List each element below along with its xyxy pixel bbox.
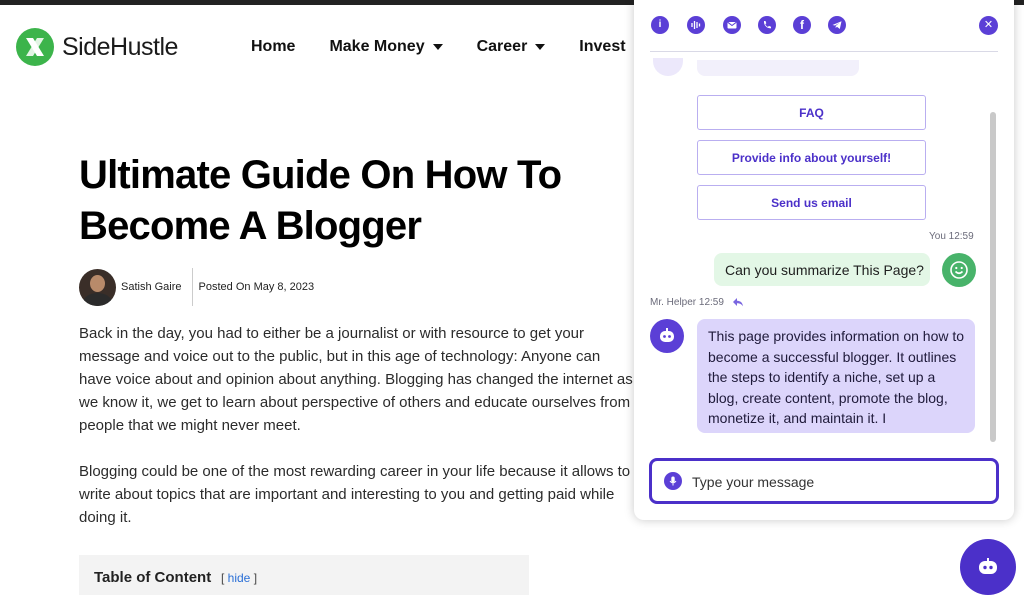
main-nav: [251, 38, 660, 56]
info-icon[interactable]: i: [651, 16, 669, 34]
user-message-text: Can you summarize This Page?: [725, 261, 924, 278]
author-avatar[interactable]: [79, 269, 116, 306]
nav-item-make-money[interactable]: [329, 38, 442, 56]
chat-scrollbar-thumb[interactable]: [990, 112, 996, 442]
phone-icon[interactable]: [758, 16, 776, 34]
bot-avatar-icon: [650, 319, 684, 353]
chat-widget: [634, 0, 1014, 520]
chat-input-box[interactable]: [649, 458, 999, 504]
nav-item-label: Invest: [579, 38, 626, 55]
option-send-email-button[interactable]: Send us email: [697, 185, 926, 220]
header-divider: [650, 51, 998, 52]
bot-message-meta: [650, 296, 745, 308]
caret-down-icon: [535, 44, 545, 50]
logo-text: SideHustle: [62, 32, 178, 61]
byline-divider: [192, 268, 193, 306]
toc-hide-link[interactable]: hide: [227, 571, 251, 585]
toc-toggle: [ hide ]: [221, 571, 258, 585]
article-title: Ultimate Guide On How To Become A Blogger: [79, 153, 562, 248]
reply-icon[interactable]: [731, 296, 745, 308]
nav-item-label: Career: [476, 38, 528, 55]
bot-meta-text: Mr. Helper 12:59: [650, 296, 724, 308]
facebook-icon[interactable]: f: [793, 16, 811, 34]
user-avatar-smiley-icon: [942, 253, 976, 287]
bot-message-bubble: [697, 319, 975, 433]
chat-launcher-button[interactable]: [960, 539, 1016, 595]
message-input[interactable]: [690, 467, 984, 497]
chat-header: [634, 0, 1014, 52]
chatbot-icon: [976, 557, 1000, 577]
message-bubble-partial: [697, 60, 859, 76]
nav-item-label: Make Money: [329, 38, 425, 55]
site-logo[interactable]: [16, 28, 178, 66]
user-message-bubble: [714, 253, 930, 286]
email-icon[interactable]: [723, 16, 741, 34]
article-paragraph-2: Blogging could be one of the most rewarding career in your life because it allows to write about topics that are important and interesting to you and getting paid while doing it.: [79, 463, 631, 526]
option-provide-info-button[interactable]: Provide info about yourself!: [697, 140, 926, 175]
voice-icon[interactable]: [687, 16, 705, 34]
nav-item-invest[interactable]: [579, 38, 625, 56]
nav-item-label: Home: [251, 38, 296, 55]
post-date: Posted On May 8, 2023: [198, 281, 315, 293]
logo-mark-icon: [16, 28, 54, 66]
bot-avatar-partial: [653, 58, 683, 76]
byline: [79, 268, 314, 306]
option-faq-button[interactable]: FAQ: [697, 95, 926, 130]
toc-title: Table of Content: [94, 569, 212, 586]
table-of-content: [79, 555, 529, 595]
microphone-icon[interactable]: [664, 472, 682, 490]
caret-down-icon: [433, 44, 443, 50]
author-name[interactable]: Satish Gaire: [121, 281, 182, 293]
close-button[interactable]: ✕: [979, 16, 998, 35]
bot-message-text: This page provides information on how to become a successful blogger. It outlines the steps to identify a niche, set up a blog, create content, promote the blog, monetize it, and maintain it. I: [708, 328, 965, 426]
telegram-icon[interactable]: [828, 16, 846, 34]
nav-item-home[interactable]: [251, 38, 295, 56]
user-message-meta: You 12:59: [929, 231, 974, 242]
nav-item-career[interactable]: [477, 38, 546, 56]
article-paragraph-1: Back in the day, you had to either be a journalist or with resource to get your message and voice out to the public, but in this age of technology: Anyone can have voice about and opinion about anything. Blogging has changed the internet as we know it, we get to learn about perspective of others and educate ourselves from people that we might never meet.: [79, 325, 633, 434]
